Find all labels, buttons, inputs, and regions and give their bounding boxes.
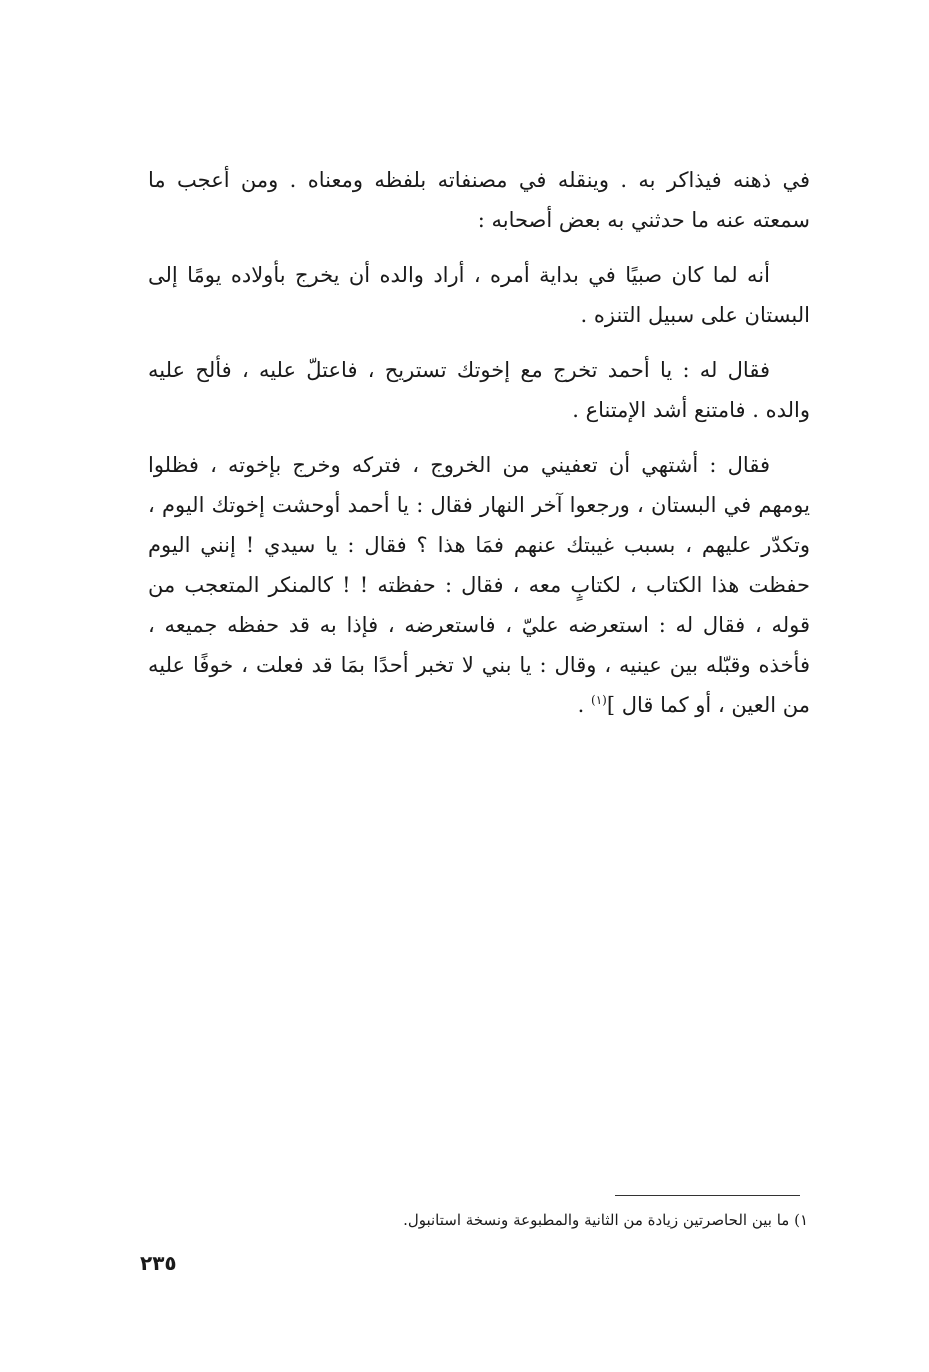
footnote-reference: (١) <box>591 693 607 707</box>
paragraph-1: في ذهنه فيذاكر به . وينقله في مصنفاته بلفظه ومعناه . ومن أعجب ما سمعته عنه ما حدثني به بعض أصحابه : <box>148 168 810 232</box>
main-text <box>148 160 810 740</box>
paragraph-4-text: فقال : أشتهي أن تعفيني من الخروج ، فتركه وخرج بإخوته ، فظلوا يومهم في البستان ، ورجعوا آخر النهار فقال : يا أحمد أوحشت إخوتك اليوم ، وتكدّر عليهم ، بسبب غيبتك عنهم فمَا هذا ؟ فقال : يا سيدي ! إنني اليوم حفظت هذا الكتاب ، لكتابٍ معه ، فقال : حفظته ! ! كالمنكر المتعجب من قوله ، فقال له : استعرضه عليّ ، فاستعرضه ، فإذا به قد حفظه جميعه ، فأخذه وقبّله بين عينيه ، وقال : يا بني لا تخبر أحدًا بمَا قد فعلت ، خوفًا عليه من العين ، أو كما قال ] <box>148 453 810 717</box>
paragraph-2: أنه لما كان صبيًا في بداية أمره ، أراد والده أن يخرج بأولاده يومًا إلى البستان على سبيل التنزه . <box>148 263 810 327</box>
footnote-divider <box>615 1195 800 1196</box>
footnote: ١) ما بين الحاصرتين زيادة من الثانية والمطبوعة ونسخة استانبول. <box>403 1211 808 1229</box>
paragraph-4 <box>148 445 810 725</box>
paragraph-3: فقال له : يا أحمد تخرج مع إخوتك تستريح ، فاعتلّ عليه ، فألح عليه والده . فامتنع أشد الإمتناع . <box>148 358 810 422</box>
page-number: ٢٣٥ <box>140 1251 177 1275</box>
paragraph-4-ending: . <box>577 693 592 717</box>
